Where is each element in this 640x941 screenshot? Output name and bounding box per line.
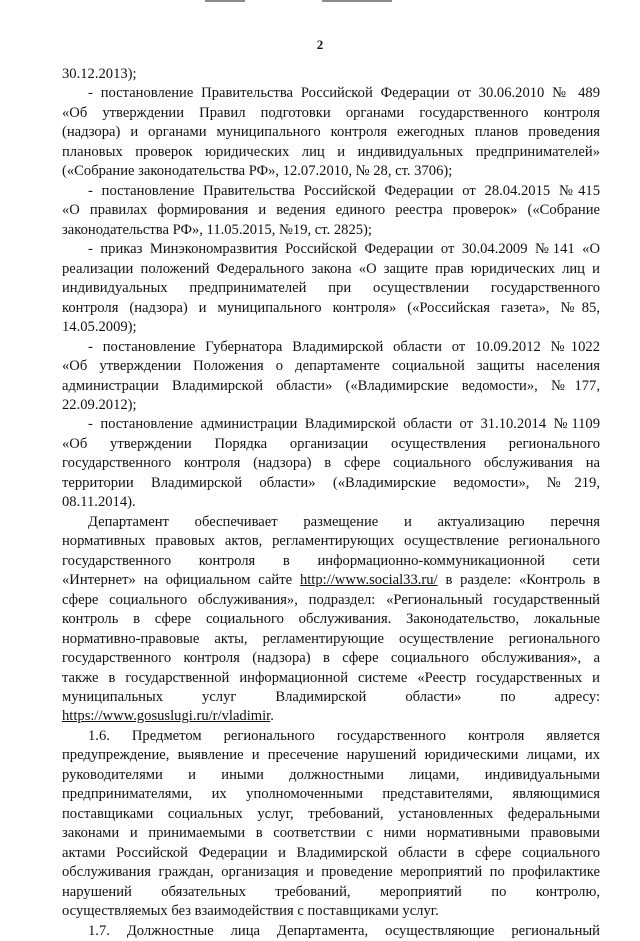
text-line: законами и принимаемыми в соответствии с ними нормативными правовыми	[62, 825, 600, 842]
text-line: осуществляемых без взаимодействия с поставщиками услуг.	[62, 903, 439, 920]
text-line: государственного контроля (надзора) в сфере социального обслуживания», а	[62, 650, 600, 667]
text-line: - постановление Правительства Российской Федерации от 28.04.2015 №415	[88, 182, 600, 199]
url-link[interactable]: http://www.social33.ru/	[299, 572, 438, 589]
text-line: «Об утверждении Положения о департаменте социальной защиты населения	[62, 358, 600, 375]
text-line: 1.6. Предметом регионального государственного контроля является	[88, 727, 600, 744]
text-line: - постановление Правительства Российской Федерации от 30.06.2010 № 489	[88, 85, 600, 102]
text-line: индивидуальных предпринимателей при осуществлении государственного	[62, 280, 600, 297]
text-line: контроля (надзора) и муниципального контроля» («Российская газета», №85,	[62, 299, 600, 316]
text-line: контроль в сфере социального обслуживания. Законодательство, локальные	[62, 611, 600, 628]
scan-top-edge	[322, 0, 392, 2]
text-line: нормативных правовых актов, регламентирующих осуществление регионального	[62, 533, 600, 550]
text-line: «О правилах формирования и ведения единого реестра проверок» («Собрание	[62, 202, 600, 219]
text-line: территории Владимирской области» («Владимирские ведомости», №219,	[62, 474, 600, 491]
text-line: https://www.gosuslugi.ru/r/vladimir.	[62, 708, 274, 725]
page-number: 2	[316, 37, 324, 52]
text-line: Департамент обеспечивает размещение и актуализацию перечня	[88, 513, 600, 530]
text-line: - постановление администрации Владимирской области от 31.10.2014 №1109	[88, 416, 600, 433]
text-line: «Об утверждении Правил подготовки органами государственного контроля	[62, 104, 600, 121]
text-line: 1.7. Должностные лица Департамента, осуществляющие региональный	[88, 922, 600, 939]
text-line: 08.11.2014).	[62, 494, 136, 511]
text-line: также в государственной информационной системе «Реестр государственных и	[62, 669, 600, 686]
text-line: «Интернет» на официальном сайте http://www.social33.ru/ в разделе: «Контроль в	[62, 572, 600, 589]
text-line: предупреждение, выявление и пресечение нарушений юридическими лицами, их	[62, 747, 600, 764]
text-line: администрации Владимирской области» («Владимирские ведомости», №177,	[62, 377, 600, 394]
text-line: 14.05.2009);	[62, 319, 137, 336]
text-line: государственного контроля (надзора) в сфере социального обслуживания на	[62, 455, 600, 472]
text-line: поставщиками социальных услуг, требований, установленных федеральными	[62, 805, 600, 822]
text-line: обслуживания граждан, организация и проведение мероприятий по профилактике	[62, 864, 600, 881]
text-line: («Собрание законодательства РФ», 12.07.2010, № 28, ст. 3706);	[62, 163, 453, 180]
body-text	[62, 65, 600, 941]
text-line: нормативно-правовые акты, регламентирующие осуществление регионального	[62, 630, 600, 647]
text-line: «Об утверждении Порядка организации осуществления регионального	[62, 435, 600, 452]
text-line: - постановление Губернатора Владимирской области от 10.09.2012 №1022	[88, 338, 600, 355]
text-line: предпринимателями, их уполномоченными представителями, являющимися	[62, 786, 600, 803]
text-line: законодательства РФ», 11.05.2015, №19, ст. 2825);	[62, 221, 372, 238]
text-line: - приказ Минэкономразвития Российской Федерации от 30.04.2009 №141 «О	[88, 241, 600, 258]
text-line: 30.12.2013);	[62, 66, 137, 82]
text-line: нарушений обязательных требований, мероприятий по контролю,	[62, 883, 600, 900]
text-line: сфере социального обслуживания», подраздел: «Региональный государственный	[62, 591, 600, 608]
url-link[interactable]: https://www.gosuslugi.ru/r/vladimir	[62, 708, 271, 725]
text-line: 22.09.2012);	[62, 396, 137, 413]
text-line: актами Российской Федерации и Владимирской области в сфере социального	[62, 844, 600, 861]
text-line: государственного контроля в информационно-коммуникационной сети	[62, 552, 600, 569]
text-line: (надзора) и органами муниципального контроля ежегодных планов проведения	[62, 124, 600, 141]
text-line: муниципальных услуг Владимирской области» по адресу:	[62, 689, 600, 705]
scan-top-edge	[205, 0, 245, 2]
text-line: плановых проверок юридических лиц и индивидуальных предпринимателей»	[62, 143, 600, 160]
text-line: реализации положений Федерального закона «О защите прав юридических лиц и	[62, 260, 600, 277]
text-line: руководителями и иными должностными лицами, индивидуальными	[62, 766, 600, 783]
